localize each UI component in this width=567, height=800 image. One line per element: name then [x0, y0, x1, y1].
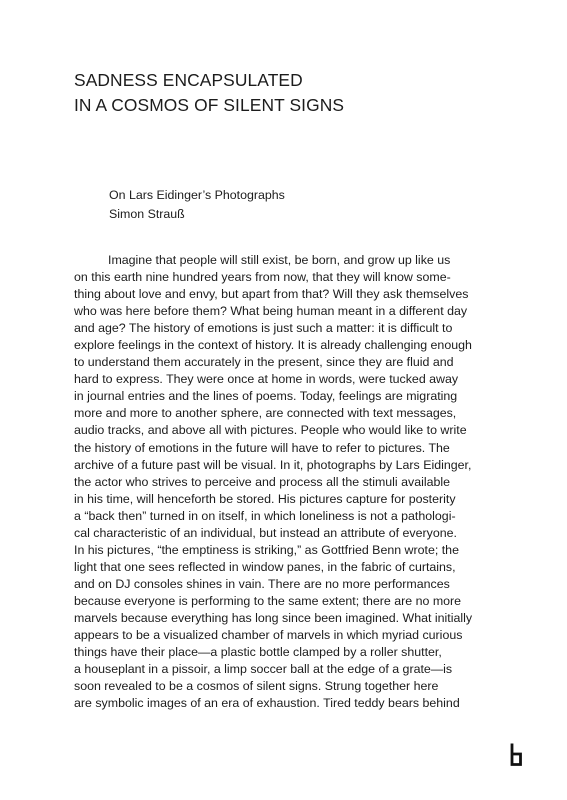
body-line: the history of emotions in the future will have to refer to pictures. The	[74, 440, 450, 455]
article-title	[74, 68, 344, 117]
body-line: on this earth nine hundred years from now, that they will know some-	[74, 270, 451, 285]
title-line-1: SADNESS ENCAPSULATED	[74, 70, 303, 90]
body-line: marvels because everything has long since been imagined. What initially	[74, 610, 473, 625]
body-line: are symbolic images of an era of exhaustion. Tired teddy bears behind	[74, 696, 460, 711]
body-text	[74, 252, 474, 712]
body-line: thing about love and envy, but apart from that? Will they ask themselves	[74, 287, 469, 302]
title-line-2: IN A COSMOS OF SILENT SIGNS	[74, 94, 345, 115]
body-line: things have their place—a plastic bottle clamped by a roller shutter,	[74, 645, 442, 660]
body-line: to understand them accurately in the present, since they are fluid and	[74, 355, 454, 370]
body-line: and on DJ consoles shines in vain. There are no more performances	[74, 576, 450, 591]
body-line: the actor who strives to perceive and process all the stimuli available	[74, 474, 451, 489]
body-line: who was here before them? What being human meant in a different day	[74, 304, 468, 319]
body-line: archive of a future past will be visual. In it, photographs by Lars Eidinger,	[74, 457, 472, 472]
body-line: explore feelings in the context of history. It is already challenging enough	[74, 338, 472, 353]
body-line: hard to express. They were once at home in words, were tucked away	[74, 372, 459, 387]
body-line: soon revealed to be a cosmos of silent signs. Strung together here	[74, 679, 439, 694]
body-line: a “back then” turned in on itself, in which loneliness is not a pathologi-	[74, 508, 456, 523]
body-line: and age? The history of emotions is just such a matter: it is difficult to	[74, 321, 453, 336]
body-line: Imagine that people will still exist, be born, and grow up like us	[108, 253, 451, 267]
body-line: because everyone is performing to the same extent; there are no more	[74, 593, 462, 608]
body-line: a houseplant in a pissoir, a limp soccer ball at the edge of a grate—is	[74, 662, 453, 677]
page-number	[509, 742, 523, 766]
article-subtitle: On Lars Eidinger’s Photographs	[109, 188, 285, 202]
author-name: Simon Strauß	[109, 207, 185, 221]
byline	[109, 186, 285, 224]
body-line: audio tracks, and above all with pictures. People who would like to write	[74, 423, 467, 438]
body-line: In his pictures, “the emptiness is striking,” as Gottfried Benn wrote; the	[74, 542, 459, 557]
body-line: more and more to another sphere, are connected with text messages,	[74, 406, 457, 421]
body-line: appears to be a visualized chamber of marvels in which myriad curious	[74, 628, 463, 643]
body-line: in his time, will henceforth be stored. His pictures capture for posterity	[74, 491, 456, 506]
body-line: light that one sees reflected in window panes, in the fabric of curtains,	[74, 559, 456, 574]
body-line: in journal entries and the lines of poems. Today, feelings are migrating	[74, 389, 458, 404]
body-line: cal characteristic of an individual, but instead an attribute of everyone.	[74, 525, 457, 540]
